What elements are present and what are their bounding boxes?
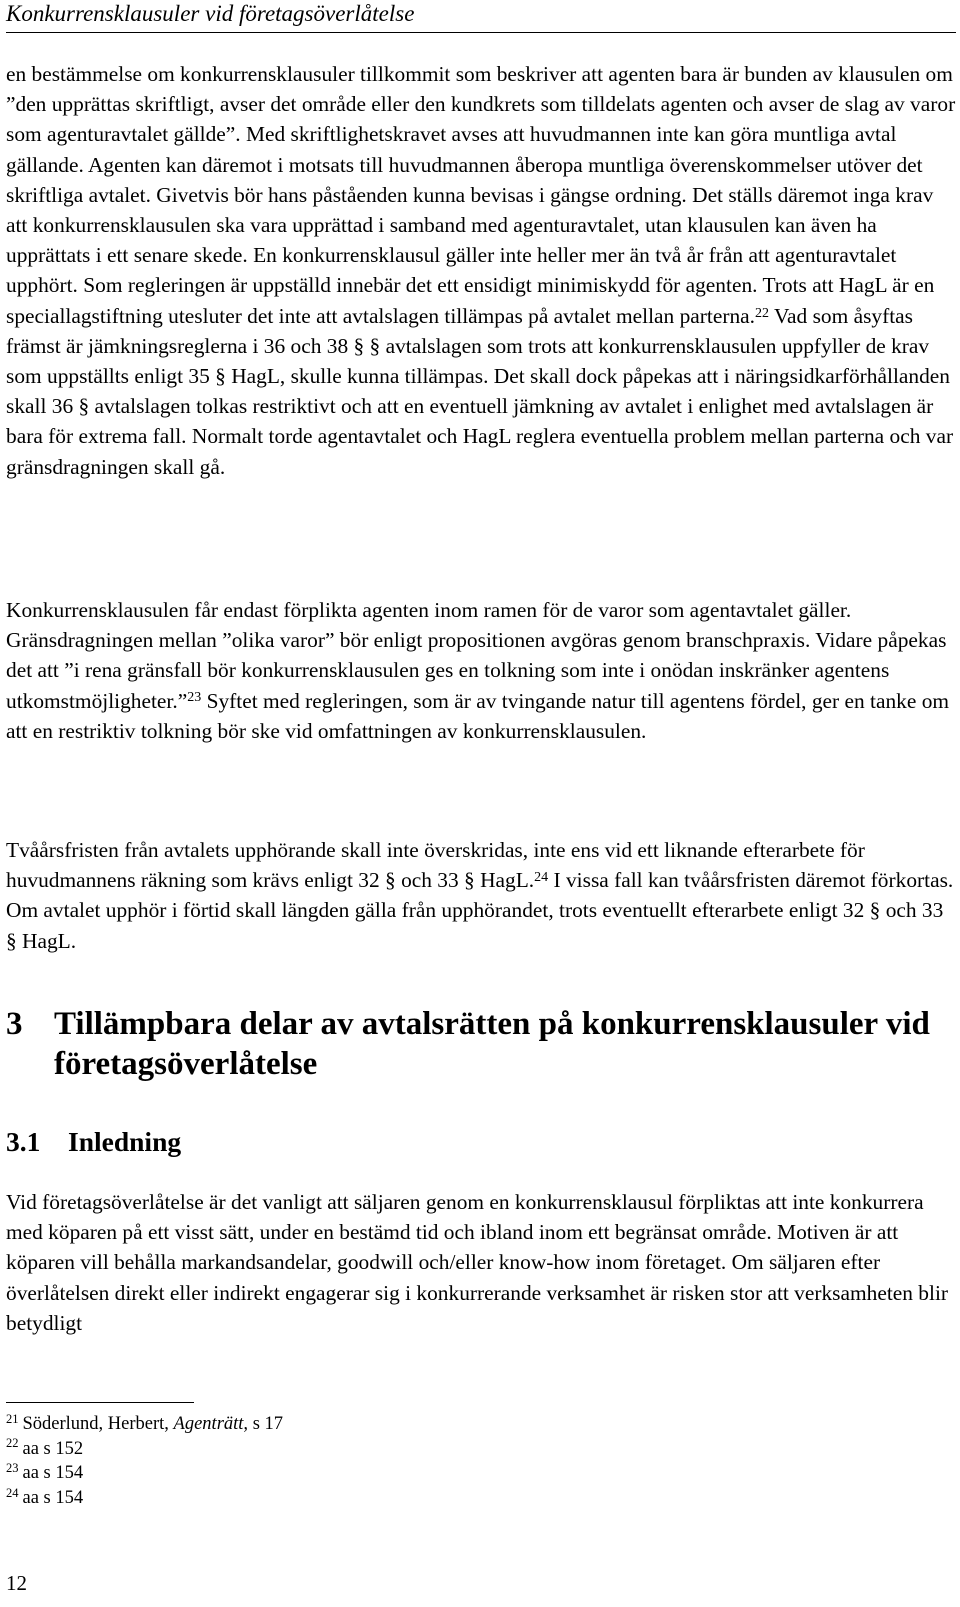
footnote-text: aa s 154 [22,1487,84,1508]
footnote-item [6,1461,606,1486]
section-number: 3 [6,1006,23,1042]
footnote-number: 24 [6,1485,19,1500]
footnote-number: 23 [6,1461,19,1476]
body-paragraph [6,595,956,746]
subsection-title: Inledning [68,1126,182,1157]
section-heading [6,1004,956,1084]
footnote-reference[interactable]: 23 [187,690,202,706]
footnote-number: 21 [6,1411,19,1426]
footnote-text: aa s 152 [22,1438,84,1459]
running-header: Konkurrensklausuler vid företagsöverlåtelse [6,0,956,33]
footnote-text: aa s 154 [22,1463,84,1484]
footnote-reference[interactable]: 22 [755,305,769,321]
footnote-item [6,1486,606,1511]
body-paragraph [6,835,956,956]
footnote-item [6,1412,606,1437]
footnote-reference[interactable]: 24 [534,870,549,886]
paragraph-text [6,595,956,746]
paragraph-text-part: en bestämmelse om konkurrensklausuler tillkommit som beskriver att agenten bara är bunden av klausulen om ”den upprättas skriftligt, avser det område eller den kundkrets som tilldelats agenten och avser de slag av varor som agenturavtalet gällde”. Med skriftlighetskravet avses att huvudmannen inte kan göra muntliga avtal gällande. Agenten kan däremot i motsats till huvudmannen åberopa muntliga överenskommelser utöver det skriftliga avtalet. Givetvis bör hans påståenden kunna bevisas i gängse ordning. Det ställs däremot inga krav att konkurrensklausulen ska vara upprättad i samband med agenturavtalet, utan klausulen kan även ha upprättats i ett senare skede. En konkurrensklausul gäller inte heller mer än två år från att agenturavtalet upphört. Som regleringen är uppställd innebär det ett ensidigt minimiskydd för agenten. Trots att HagL är en speciallagstiftning utesluter det inte att avtalslagen tillämpas på avtalet mellan parterna. [6,62,956,328]
subsection-heading [6,1124,956,1160]
body-paragraph [6,1187,956,1338]
footnotes [6,1412,606,1510]
footnote-text: Söderlund, Herbert, [22,1414,174,1434]
paragraph-text-part: Syftet med regleringen, som är av tvingande natur till agentens fördel, ger en tanke om att en restriktiv tolkning bör ske vid omfattningen av konkurrensklausulen. [6,688,950,743]
paragraph-text-part: Konkurrensklausulen får endast förplikta agenten inom ramen för de varor som agentavtalet gäller. Gränsdragningen mellan ”olika varor” bör enligt propositionen avgöras genom branschpraxis. Vidare påpekas det att ”i rena gränsfall bör konkurrensklausulen ges en tolkning som inte i onödan inskränker agentens utkomstmöjligheter.” [6,598,947,713]
footnote-item [6,1437,606,1462]
footnote-number: 22 [6,1436,19,1451]
page-number: 12 [6,1571,27,1595]
body-paragraph [6,59,956,482]
footnote-divider [6,1402,194,1403]
paragraph-text-part: Tvåårsfristen från avtalets upphörande skall inte överskridas, inte ens vid ett liknande efterarbete för huvudmannens räkning som krävs enligt 32 § och 33 § HagL. [6,838,865,893]
footnote-italic-title: Agenträtt, [173,1414,249,1434]
paragraph-text-part: Vad som åsyftas främst är jämkningsreglerna i 36 och 38 § § avtalslagen som trots att konkurrensklausulen uppfyller de krav som uppställts enligt 35 § HagL, skulle kunna tillämpas. Det skall dock påpekas att i näringsidkarförhållanden skall 36 § avtalslagen tolkas restriktivt och att en eventuell jämkning av avtalet i enlighet med avtalslagen är bara för extrema fall. Normalt torde agentavtalet och HagL reglera eventuella problem mellan parterna och var gränsdragningen skall gå. [6,303,954,479]
paragraph-text-part: I vissa fall kan tvåårsfristen däremot förkortas. Om avtalet upphör i förtid skall längden gälla från upphörandet, trots eventuellt efterarbete enligt 32 § och 33 § HagL. [6,868,954,953]
subsection-number: 3.1 [6,1126,41,1157]
paragraph-text [6,835,956,956]
footnote-text: s 17 [248,1414,284,1434]
paragraph-text: Vid företagsöverlåtelse är det vanligt att säljaren genom en konkurrensklausul förpliktas att inte konkurrera med köparen på ett visst sätt, under en bestämd tid och ibland inom ett begränsat område. Motiven är att köparen vill behålla markandsandelar, goodwill och/eller know-how inom företaget. Om säljaren efter överlåtelsen direkt eller indirekt engagerar sig i konkurrerande verksamhet är risken stor att verksamheten blir betydligt [6,1190,949,1335]
section-title: Tillämpbara delar av avtalsrätten på konkurrensklausuler vid företagsöverlåtelse [54,1006,930,1082]
paragraph-text [6,59,956,482]
